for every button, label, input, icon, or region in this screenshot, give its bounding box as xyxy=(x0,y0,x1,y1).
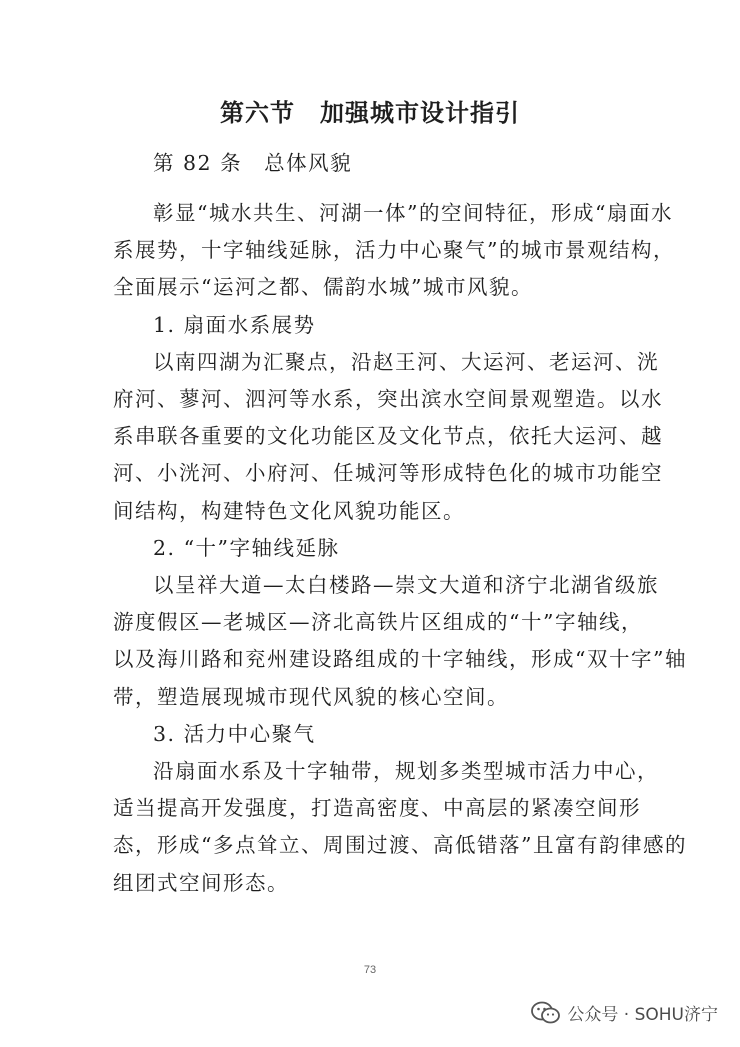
paragraph-line: 组团式空间形态。 xyxy=(113,871,289,895)
paragraph-line: 系展势，十字轴线延脉，活力中心聚气”的城市景观结构， xyxy=(113,238,675,262)
section-title: 第六节 加强城市设计指引 xyxy=(220,99,520,127)
watermark xyxy=(531,1000,718,1025)
page-number: 73 xyxy=(363,964,377,976)
paragraph-line: 带，塑造展现城市现代风貌的核心空间。 xyxy=(113,685,509,709)
subheading: 1. 扇面水系展势 xyxy=(153,313,316,337)
paragraph-line: 全面展示“运河之都、儒韵水城”城市风貌。 xyxy=(113,275,533,299)
paragraph-line: 以南四湖为汇聚点，沿赵王河、大运河、老运河、洸 xyxy=(153,350,659,374)
paragraph-line: 间结构，构建特色文化风貌功能区。 xyxy=(113,499,465,523)
paragraph-line: 彰显“城水共生、河湖一体”的空间特征，形成“扇面水 xyxy=(153,201,673,225)
paragraph-line: 以呈祥大道—太白楼路—崇文大道和济宁北湖省级旅 xyxy=(153,573,659,597)
subheading: 2. “十”字轴线延脉 xyxy=(153,536,340,560)
paragraph-line: 游度假区—老城区—济北高铁片区组成的“十”字轴线， xyxy=(113,610,643,634)
subheading: 3. 活力中心聚气 xyxy=(153,722,316,746)
paragraph-line: 沿扇面水系及十字轴带，规划多类型城市活力中心， xyxy=(153,759,659,783)
watermark-text: 公众号 · SOHU济宁 xyxy=(567,1005,718,1025)
paragraph-line: 系串联各重要的文化功能区及文化节点，依托大运河、越 xyxy=(113,424,663,448)
wechat-icon xyxy=(531,1001,561,1025)
paragraph-line: 适当提高开发强度，打造高密度、中高层的紧凑空间形 xyxy=(113,796,641,820)
paragraph-line: 府河、蓼河、泗河等水系，突出滨水空间景观塑造。以水 xyxy=(113,387,663,411)
paragraph-line: 河、小洸河、小府河、任城河等形成特色化的城市功能空 xyxy=(113,461,663,485)
paragraph-line: 态，形成“多点耸立、周围过渡、高低错落”且富有韵律感的 xyxy=(113,833,687,857)
paragraph-line: 以及海川路和兖州建设路组成的十字轴线，形成“双十字”轴 xyxy=(113,647,687,671)
article-heading: 第 82 条 总体风貌 xyxy=(153,151,353,175)
